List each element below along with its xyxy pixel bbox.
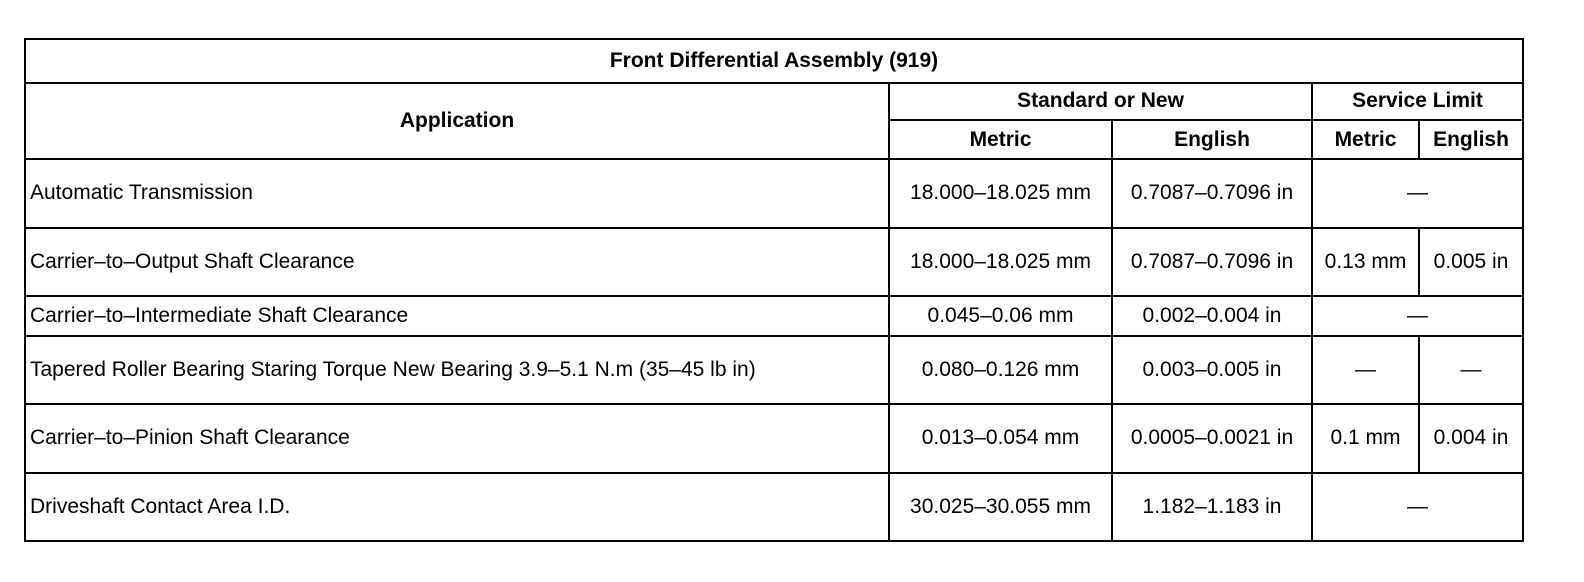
header-lim-english: English <box>1419 120 1523 159</box>
table-row <box>25 296 1523 335</box>
cell-lim-english: — <box>1419 336 1523 404</box>
cell-std-english: 1.182–1.183 in <box>1112 473 1312 542</box>
cell-lim-metric: 0.1 mm <box>1312 404 1419 472</box>
header-std-metric: Metric <box>889 120 1112 159</box>
cell-std-english: 0.002–0.004 in <box>1112 296 1312 335</box>
cell-std-english: 0.7087–0.7096 in <box>1112 159 1312 227</box>
cell-lim-metric: 0.13 mm <box>1312 228 1419 296</box>
cell-application: Driveshaft Contact Area I.D. <box>25 473 889 542</box>
cell-std-english: 0.0005–0.0021 in <box>1112 404 1312 472</box>
cell-std-metric: 0.045–0.06 mm <box>889 296 1112 335</box>
cell-std-metric: 30.025–30.055 mm <box>889 473 1112 542</box>
table-row <box>25 473 1523 542</box>
table-row <box>25 404 1523 472</box>
cell-std-metric: 18.000–18.025 mm <box>889 228 1112 296</box>
header-lim-metric: Metric <box>1312 120 1419 159</box>
header-row-group <box>25 83 1523 120</box>
header-std-english: English <box>1112 120 1312 159</box>
table-row <box>25 228 1523 296</box>
cell-application: Carrier–to–Pinion Shaft Clearance <box>25 404 889 472</box>
table-title-row <box>25 39 1523 83</box>
cell-service-limit: — <box>1312 159 1523 227</box>
header-application: Application <box>25 83 889 160</box>
cell-std-metric: 18.000–18.025 mm <box>889 159 1112 227</box>
cell-lim-english: 0.005 in <box>1419 228 1523 296</box>
table-title: Front Differential Assembly (919) <box>25 39 1523 83</box>
cell-std-metric: 0.013–0.054 mm <box>889 404 1112 472</box>
cell-std-metric: 0.080–0.126 mm <box>889 336 1112 404</box>
header-standard-or-new: Standard or New <box>889 83 1312 120</box>
cell-application: Tapered Roller Bearing Staring Torque New Bearing 3.9–5.1 N.m (35–45 lb in) <box>25 336 889 404</box>
cell-lim-english: 0.004 in <box>1419 404 1523 472</box>
cell-service-limit: — <box>1312 296 1523 335</box>
cell-std-english: 0.003–0.005 in <box>1112 336 1312 404</box>
cell-std-english: 0.7087–0.7096 in <box>1112 228 1312 296</box>
cell-application: Automatic Transmission <box>25 159 889 227</box>
spec-table <box>24 38 1524 542</box>
cell-service-limit: — <box>1312 473 1523 542</box>
cell-application: Carrier–to–Intermediate Shaft Clearance <box>25 296 889 335</box>
cell-lim-metric: — <box>1312 336 1419 404</box>
table-row <box>25 336 1523 404</box>
cell-application: Carrier–to–Output Shaft Clearance <box>25 228 889 296</box>
header-service-limit: Service Limit <box>1312 83 1523 120</box>
table-row <box>25 159 1523 227</box>
